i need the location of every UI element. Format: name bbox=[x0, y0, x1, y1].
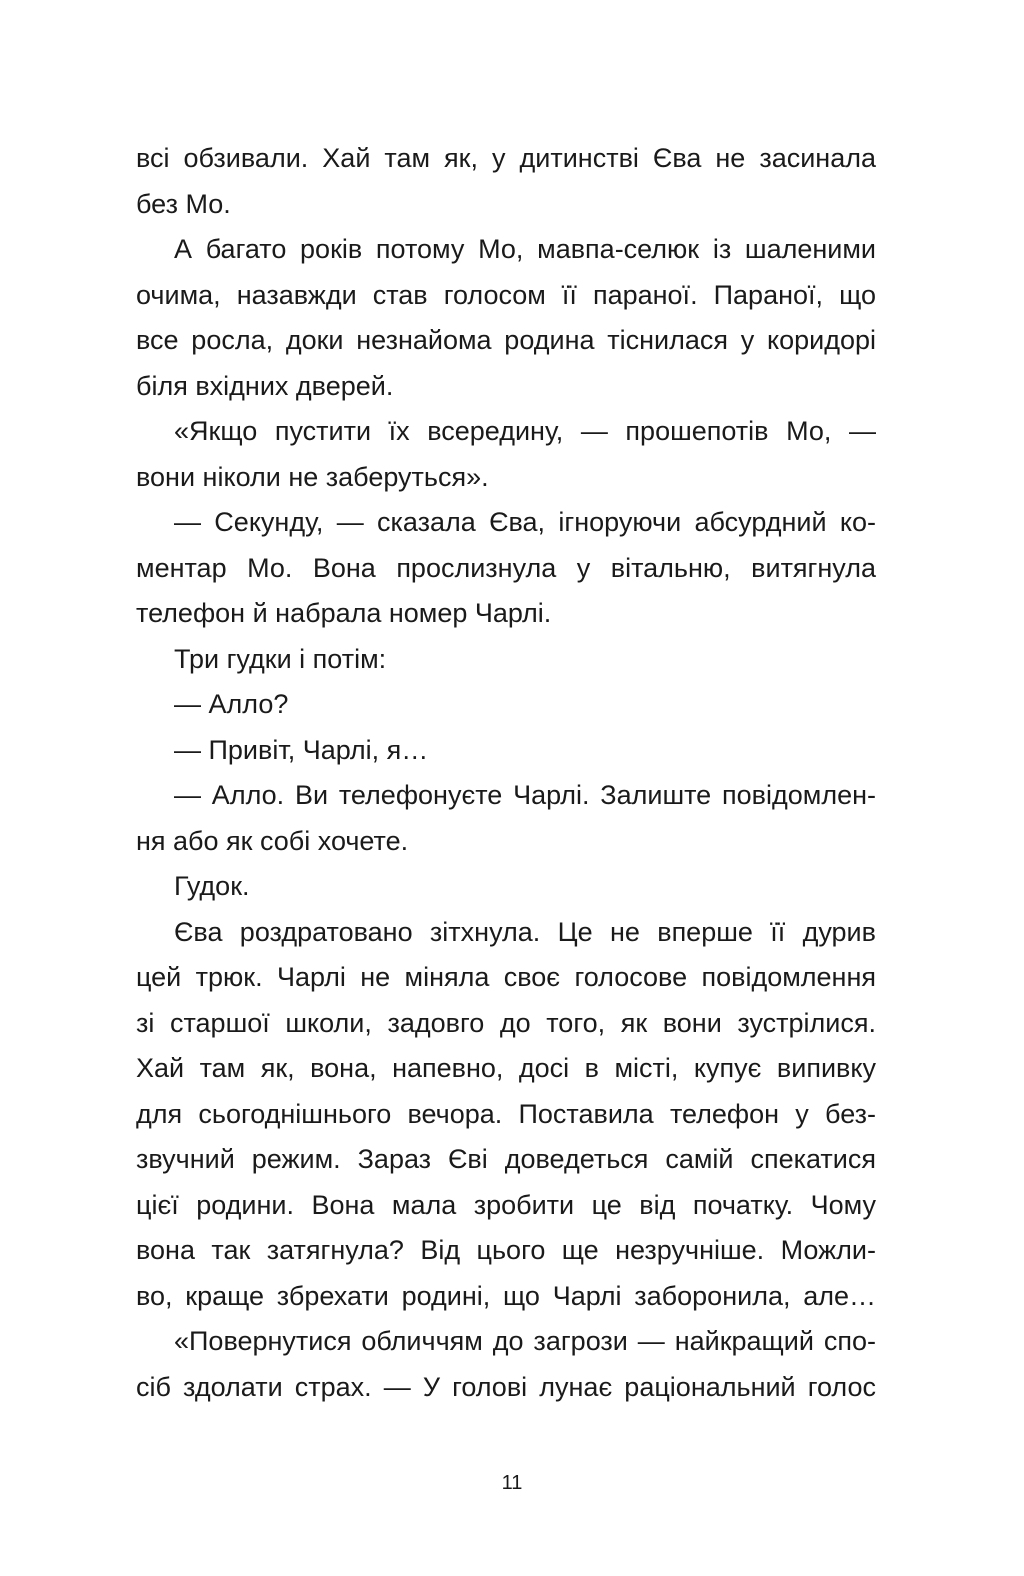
text-line: Єва роздратовано зітхнула. Це не вперше її дурив bbox=[174, 916, 876, 947]
text-line: біля вхідних дверей. bbox=[136, 370, 394, 401]
text-line: цієї родини. Вона мала зробити це від початку. Чому bbox=[136, 1189, 876, 1220]
text-line: цей трюк. Чарлі не міняла своє голосове повідомлення bbox=[136, 962, 876, 992]
text-line: все росла, доки незнайома родина тіснилася у коридорі bbox=[136, 325, 876, 355]
text-line: телефон й набрала номер Чарлі. bbox=[136, 598, 552, 628]
text-line: звучний режим. Зараз Єві доведеться самій спекатися bbox=[136, 1144, 876, 1174]
text-line: «Повернутися обличчям до загрози — найкращий спо- bbox=[174, 1326, 876, 1356]
text-line: очима, назавжди став голосом її параної. Параної, що bbox=[136, 279, 876, 310]
text-line: без Мо. bbox=[136, 188, 231, 219]
text-line: — Алло. Ви телефонуєте Чарлі. Залиште повідомлен- bbox=[174, 780, 876, 810]
page-number: 11 bbox=[501, 1472, 523, 1494]
text-line: — Секунду, — сказала Єва, ігноруючи абсурдний ко- bbox=[174, 507, 876, 537]
text-line: А багато років потому Мо, мавпа-селюк із шаленими bbox=[174, 234, 876, 264]
text-line: Хай там як, вона, напевно, досі в місті, купує випивку bbox=[136, 1053, 876, 1083]
text-line: ментар Мо. Вона прослизнула у вітальню, витягнула bbox=[136, 552, 876, 583]
text-line: — Алло? bbox=[174, 689, 289, 719]
text-line: Три гудки і потім: bbox=[174, 643, 387, 674]
text-line: «Якщо пустити їх всередину, — прошепотів Мо, — bbox=[174, 416, 876, 446]
text-line: вона так затягнула? Від цього ще незручніше. Можли- bbox=[136, 1235, 876, 1265]
body-text bbox=[136, 136, 876, 1410]
text-line: всі обзивали. Хай там як, у дитинстві Єва не засинала bbox=[136, 143, 876, 173]
text-line: сіб здолати страх. — У голові лунає раціональний голос bbox=[136, 1371, 876, 1402]
text-line: вони ніколи не заберуться». bbox=[136, 461, 489, 492]
text-line: зі старшої школи, задовго до того, як вони зустрілися. bbox=[136, 1007, 876, 1038]
text-line: Гудок. bbox=[174, 871, 250, 901]
text-line: для сьогоднішнього вечора. Поставила телефон у без- bbox=[136, 1098, 876, 1129]
text-line: — Привіт, Чарлі, я… bbox=[174, 734, 429, 765]
text-line: ня або як собі хочете. bbox=[136, 825, 409, 856]
text-line: во, краще збрехати родині, що Чарлі заборонила, але… bbox=[136, 1280, 876, 1311]
